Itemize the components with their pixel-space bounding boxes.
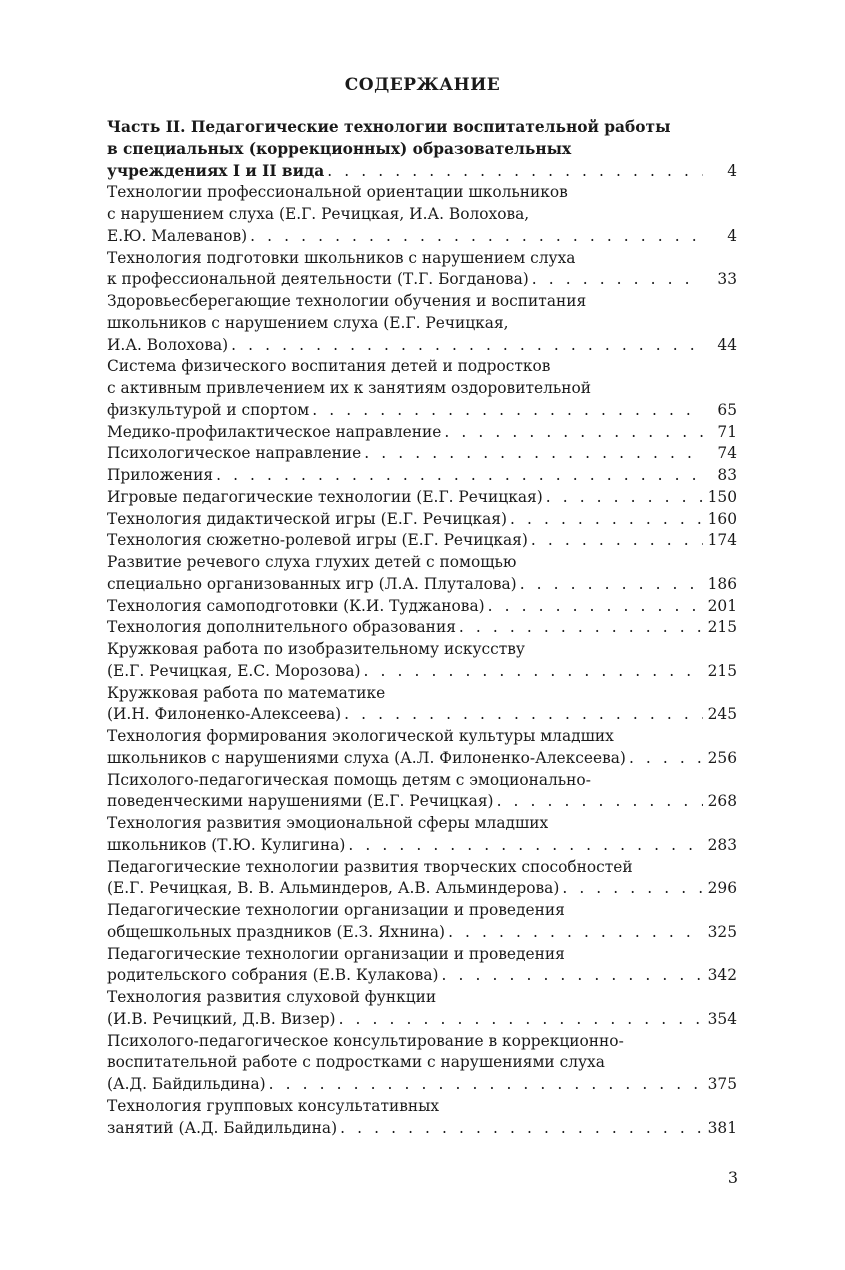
toc-entry-title: Технология самоподготовки (К.И. Туджанова) xyxy=(107,596,485,615)
toc-entry-line: Психолого-педагогическая помощь детям с эмоционально- xyxy=(107,770,591,789)
toc-entry-title: Медико-профилактическое направление xyxy=(107,422,442,441)
toc-entry-title: (Е.Г. Речицкая, Е.С. Морозова) xyxy=(107,661,361,680)
toc-entry-title: школьников (Т.Ю. Кулигина) xyxy=(107,835,346,854)
toc-entry-title: Технология дополнительного образования xyxy=(107,618,456,637)
toc-entry-title: Технология сюжетно-ролевой игры (Е.Г. Речицкая) xyxy=(107,531,528,550)
toc-entry-line: Технология развития эмоциональной сферы младших xyxy=(107,814,549,832)
dot-leader xyxy=(364,443,703,465)
dot-leader xyxy=(327,161,703,183)
toc-page-number: 201 xyxy=(707,596,737,615)
dot-leader xyxy=(312,400,703,422)
toc-entry[interactable] xyxy=(107,987,737,1031)
toc-entry-title: (Е.Г. Речицкая, В. В. Альминдеров, А.В. Альминдерова) xyxy=(107,879,560,898)
toc-entry[interactable] xyxy=(107,465,737,487)
toc-entry-line: Психолого-педагогическое консультирование в коррекционно- xyxy=(107,1031,624,1050)
toc-entry-title: И.А. Волохова) xyxy=(107,335,229,354)
toc-entry[interactable] xyxy=(107,900,737,944)
toc-entry-title: специально организованных игр (Л.А. Плуталова) xyxy=(107,574,517,593)
toc-entry[interactable] xyxy=(107,443,737,465)
toc-entry-line: в специальных (коррекционных) образовательных xyxy=(107,139,572,158)
dot-leader xyxy=(231,335,703,357)
toc-entry-line: школьников с нарушением слуха (Е.Г. Речицкая, xyxy=(107,313,509,332)
dot-leader xyxy=(442,965,703,987)
dot-leader xyxy=(250,226,703,248)
toc-entry-line: с активным привлечением их к занятиям оздоровительной xyxy=(107,379,592,397)
toc-entry[interactable] xyxy=(107,813,737,857)
toc-entry-line: Часть II. Педагогические технологии воспитательной работы xyxy=(107,118,671,136)
dot-leader xyxy=(488,596,703,618)
toc-page-number: 33 xyxy=(717,270,737,289)
toc-page-number: 283 xyxy=(707,835,737,854)
toc-entry[interactable] xyxy=(107,1031,737,1096)
toc-page-number: 268 xyxy=(707,792,737,811)
page-number: 3 xyxy=(727,1168,738,1187)
dot-leader xyxy=(344,704,703,726)
toc-entry-line: Технология формирования экологической культуры младших xyxy=(107,727,614,745)
toc-entry[interactable] xyxy=(107,182,737,247)
toc-entry[interactable] xyxy=(107,422,737,444)
dot-leader xyxy=(546,487,703,509)
dot-leader xyxy=(562,878,703,900)
toc-entry-title: родительского собрания (Е.В. Кулакова) xyxy=(107,966,439,985)
toc-entry-title: Технология дидактической игры (Е.Г. Речицкая) xyxy=(107,509,507,528)
dot-leader xyxy=(510,509,703,531)
toc-page-number: 44 xyxy=(717,335,737,354)
toc-entry-line: Технология развития слуховой функции xyxy=(107,988,437,1006)
toc-entry-title: Е.Ю. Малеванов) xyxy=(107,226,248,245)
toc-entry-title: учреждениях I и II вида xyxy=(107,161,325,180)
toc-entry-line: Технология подготовки школьников с нарушением слуха xyxy=(107,248,576,267)
toc-entry-title: занятий (А.Д. Байдильдина) xyxy=(107,1118,338,1137)
page-title: СОДЕРЖАНИЕ xyxy=(344,75,501,95)
toc-page-number: 296 xyxy=(707,879,737,898)
toc-entry-title: к профессиональной деятельности (Т.Г. Богданова) xyxy=(107,270,529,289)
toc-entry-line: с нарушением слуха (Е.Г. Речицкая, И.А. Волохова, xyxy=(107,205,530,223)
toc-entry[interactable] xyxy=(107,944,737,988)
toc-page-number: 71 xyxy=(717,422,737,441)
toc-entry[interactable] xyxy=(107,117,737,182)
toc-entry-line: Здоровьесберегающие технологии обучения и воспитания xyxy=(107,292,587,310)
toc-entry[interactable] xyxy=(107,617,737,639)
toc-entry[interactable] xyxy=(107,1096,737,1140)
toc-entry-line: Система физического воспитания детей и подростков xyxy=(107,357,551,376)
toc-entry-title: (А.Д. Байдильдина) xyxy=(107,1075,266,1093)
toc-page-number: 186 xyxy=(707,574,737,593)
dot-leader xyxy=(520,574,703,596)
toc-entry[interactable] xyxy=(107,248,737,292)
toc-entry-line: Технология групповых консультативных xyxy=(107,1096,440,1115)
toc-entry[interactable] xyxy=(107,726,737,770)
toc-page-number: 245 xyxy=(707,705,737,724)
dot-leader xyxy=(340,1118,703,1140)
toc-entry[interactable] xyxy=(107,291,737,356)
toc-page-number: 381 xyxy=(707,1118,737,1137)
toc-page-number: 4 xyxy=(727,161,737,180)
toc-page-number: 4 xyxy=(727,226,737,245)
toc-entry-line: Кружковая работа по изобразительному искусству xyxy=(107,640,525,658)
toc-entry[interactable] xyxy=(107,356,737,421)
dot-leader xyxy=(459,617,703,639)
toc-page-number: 325 xyxy=(707,922,737,941)
toc-entry[interactable] xyxy=(107,552,737,596)
toc-page-number: 174 xyxy=(707,531,737,550)
toc-page-number: 375 xyxy=(707,1075,737,1093)
toc-entry-title: Психологическое направление xyxy=(107,444,362,463)
toc-entry[interactable] xyxy=(107,639,737,683)
toc-entry[interactable] xyxy=(107,530,737,552)
toc-entry[interactable] xyxy=(107,770,737,814)
dot-leader xyxy=(629,748,703,770)
dot-leader xyxy=(269,1074,703,1096)
dot-leader xyxy=(444,422,703,444)
dot-leader xyxy=(448,922,703,944)
toc-entry-title: (И.Н. Филоненко-Алексеева) xyxy=(107,705,342,724)
toc-entry[interactable] xyxy=(107,683,737,727)
toc-entry-line: Педагогические технологии развития творческих способностей xyxy=(107,857,633,876)
toc-page-number: 215 xyxy=(707,661,737,680)
toc-page-number: 215 xyxy=(707,618,737,637)
dot-leader xyxy=(348,835,703,857)
dot-leader xyxy=(216,465,703,487)
toc-page-number: 354 xyxy=(707,1009,737,1028)
table-of-contents xyxy=(107,117,737,1139)
toc-entry-line: Технологии профессиональной ориентации школьников xyxy=(107,183,568,202)
toc-page-number: 65 xyxy=(717,400,737,419)
toc-entry[interactable] xyxy=(107,596,737,618)
dot-leader xyxy=(532,269,703,291)
toc-entry[interactable] xyxy=(107,509,737,531)
toc-entry[interactable] xyxy=(107,857,737,901)
toc-entry-title: общешкольных праздников (Е.З. Яхнина) xyxy=(107,922,446,941)
toc-page-number: 160 xyxy=(707,509,737,528)
dot-leader xyxy=(497,791,703,813)
dot-leader xyxy=(364,661,703,683)
toc-page-number: 256 xyxy=(707,748,737,767)
toc-entry[interactable] xyxy=(107,487,737,509)
toc-entry-line: Кружковая работа по математике xyxy=(107,683,386,702)
toc-entry-title: физкультурой и спортом xyxy=(107,400,310,419)
toc-entry-line: Педагогические технологии организации и проведения xyxy=(107,944,565,963)
toc-entry-line: Педагогические технологии организации и проведения xyxy=(107,901,565,919)
toc-entry-title: поведенческими нарушениями (Е.Г. Речицкая) xyxy=(107,792,494,811)
toc-page-number: 74 xyxy=(717,444,737,463)
toc-entry-title: (И.В. Речицкий, Д.В. Визер) xyxy=(107,1009,336,1028)
toc-entry-line: воспитательной работе с подростками с нарушениями слуха xyxy=(107,1053,605,1072)
toc-page-number: 342 xyxy=(707,966,737,985)
toc-entry-title: школьников с нарушениями слуха (А.Л. Филоненко-Алексеева) xyxy=(107,748,626,767)
dot-leader xyxy=(531,530,703,552)
toc-entry-title: Игровые педагогические технологии (Е.Г. Речицкая) xyxy=(107,487,543,506)
toc-page-number: 83 xyxy=(717,466,737,484)
dot-leader xyxy=(339,1009,703,1031)
toc-entry-title: Приложения xyxy=(107,466,214,484)
toc-page-number: 150 xyxy=(707,487,737,506)
toc-entry-line: Развитие речевого слуха глухих детей с помощью xyxy=(107,553,517,571)
